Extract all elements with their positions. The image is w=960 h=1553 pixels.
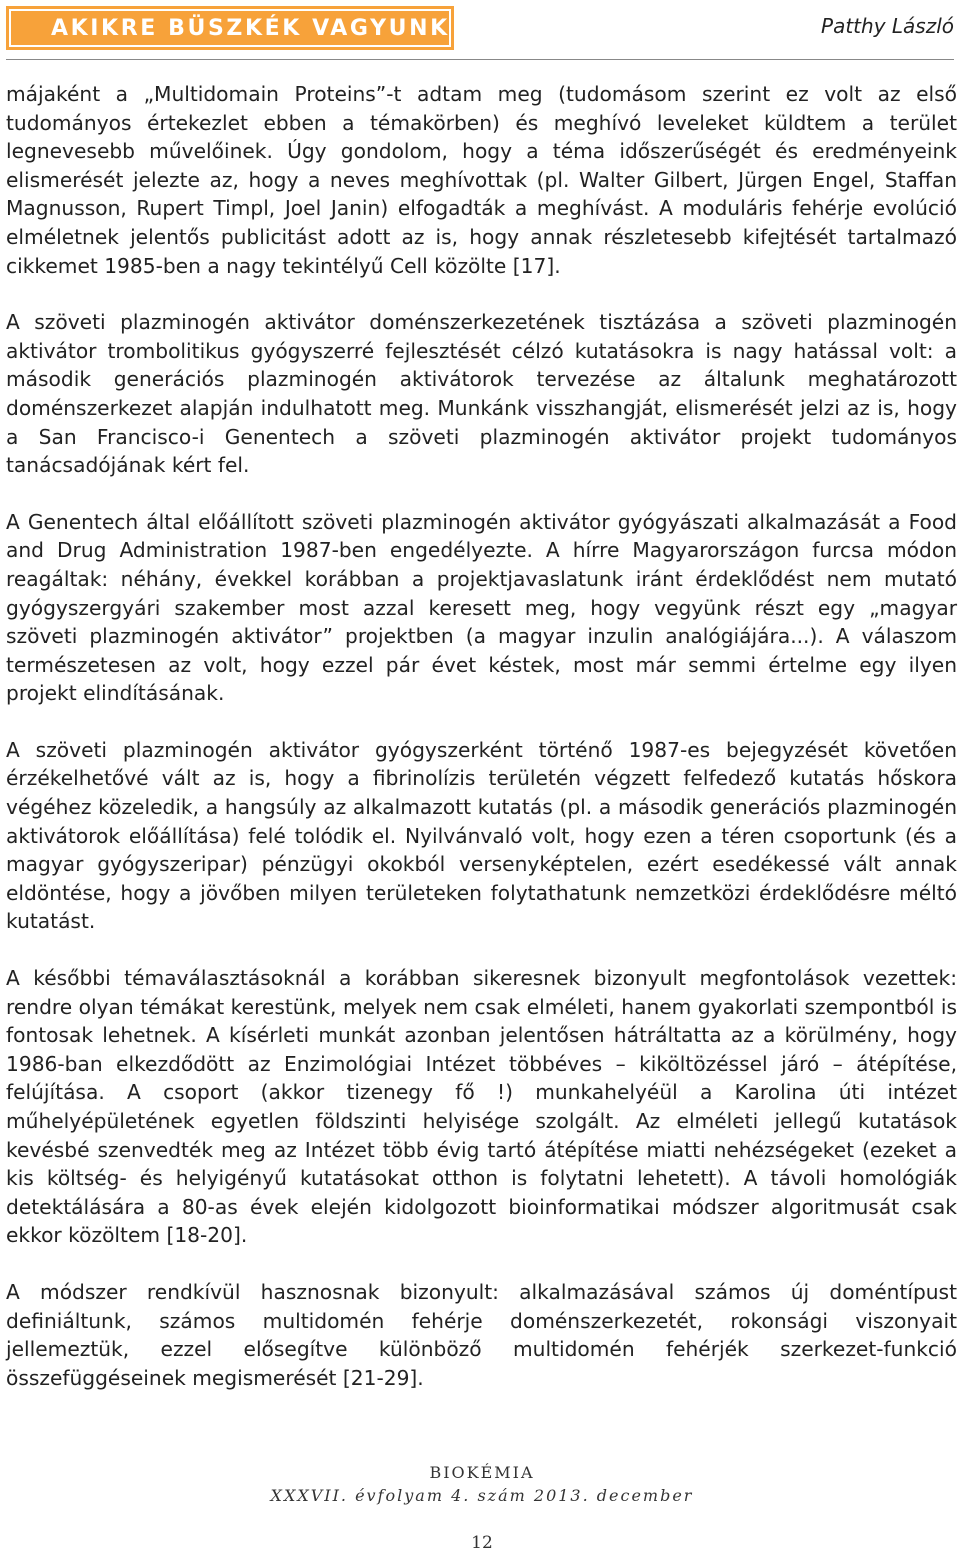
- section-badge-frame: [9, 9, 451, 47]
- paragraph-3: A Genentech által előállított szöveti plazminogén aktivátor gyógyászati alkalmazását a Food and Drug Administration 1987-ben engedélyezte. A hírre Magyarországon furcsa módon reagáltak: néhány, évekkel korábban a projektjavaslatunk iránt érdeklődést nem mutató gyógyszergyári szakember most azzal keresett meg, hogy vegyünk részt egy „magyar szöveti plazminogén aktivátor” projektben (a magyar inzulin analógiájára...). A válaszom természetesen az volt, hogy ezzel pár évet késtek, most már semmi értelme egy ilyen projekt elindításának.: [6, 509, 957, 706]
- author-name: Patthy László: [821, 14, 954, 38]
- paragraph-4: A szöveti plazminogén aktivátor gyógyszerként történő 1987-es bejegyzését követően érzékelhetővé vált az is, hogy a fibrinolízis területén végzett felfedező kutatás hőskora végéhez közeledik, a hangsúly az alkalmazott kutatás (pl. a második generációs plazminogén aktivátorok előállítása) felé tolódik el. Nyilvánvaló volt, hogy ezen a téren csoportunk (és a magyar gyógyszeripar) pénzügyi okokból versenyképtelen, ezért esedékessé vált annak eldöntése, hogy a jövőben milyen területeken folytathatunk nemzetközi érdeklődésre méltó kutatást.: [6, 737, 957, 934]
- header-divider: [6, 59, 954, 60]
- section-title: AKIKRE BÜSZKÉK VAGYUNK: [51, 15, 450, 41]
- journal-issue: XXXVII. évfolyam 4. szám 2013. december: [270, 1486, 694, 1505]
- paragraph-6: A módszer rendkívül hasznosnak bizonyult: alkalmazásával számos új doméntípust definiáltunk, számos multidomén fehérje doménszerkezetét, rokonsági viszonyait jellemeztük, ezzel elősegítve különböző multidomén fehérjék szerkezet-funkció összefüggéseinek megismerését [21-29].: [6, 1279, 957, 1390]
- paragraph-2: A szöveti plazminogén aktivátor doménszerkezetének tisztázása a szöveti plazminogén aktivátor trombolitikus gyógyszerré fejlesztését célzó kutatásokra is nagy hatással volt: a második generációs plazminogén aktivátorok tervezése az általunk meghatározott doménszerkezet alapján indulhatott meg. Munkánk visszhangját, elismerését jelzi az is, hogy a San Francisco-i Genentech a szöveti plazminogén aktivátor projekt tudományos tanácsadójának kért fel.: [6, 310, 957, 478]
- paragraph-5: A későbbi témaválasztásoknál a korábban sikeresnek bizonyult megfontolások vezettek: rendre olyan témákat kerestünk, melyek nem csak elméleti, hanem gyakorlati szempontból is fontosak lehetnek. A kísérleti munkát azonban jelentősen hátráltatta az a körülmény, hogy 1986-ban elkezdődött az Enzimológiai Intézet többéves – kiköltözéssel járó – átépítése, felújítása. A csoport (akkor tizenegy fő !) munkahelyéül a Karolina úti intézet műhelyépületének egyetlen földszinti helyisége szolgált. Az elméleti jellegű kutatások kevésbé szenvedték meg az Intézet több évig tartó átépítése miatti nehézségeket (ezeket a kis költség- és helyigényű kutatásokat otthon is folytatni lehetett). A távoli homológiák detektálására a 80-as évek elején kidolgozott bioinformatikai módszer algoritmusát csak ekkor közöltem [18-20].: [6, 966, 957, 1248]
- journal-name: BIOKÉMIA: [429, 1463, 535, 1482]
- page-header: [0, 0, 960, 60]
- article-body: [6, 80, 957, 1420]
- section-badge: [6, 6, 454, 50]
- paragraph-1: májaként a „Multidomain Proteins”-t adtam meg (tudomásom szerint ez volt az első tudományos értekezlet ebben a témakörben) és meghívó leveleket küldtem a terület legnevesebb művelőinek. Úgy gondolom, hogy a téma időszerűségét és eredményeink elismerését jelezte az, hogy a neves meghívottak (pl. Walter Gilbert, Jürgen Engel, Staffan Magnusson, Rupert Timpl, Joel Janin) elfogadták a meghívást. A moduláris fehérje evolúció elméletnek jelentős publicitást adott az is, hogy annak részletesebb kifejtését tartalmazó cikkemet 1985-ben a nagy tekintélyű Cell közölte [17].: [6, 82, 957, 278]
- page-number: 12: [471, 1533, 493, 1553]
